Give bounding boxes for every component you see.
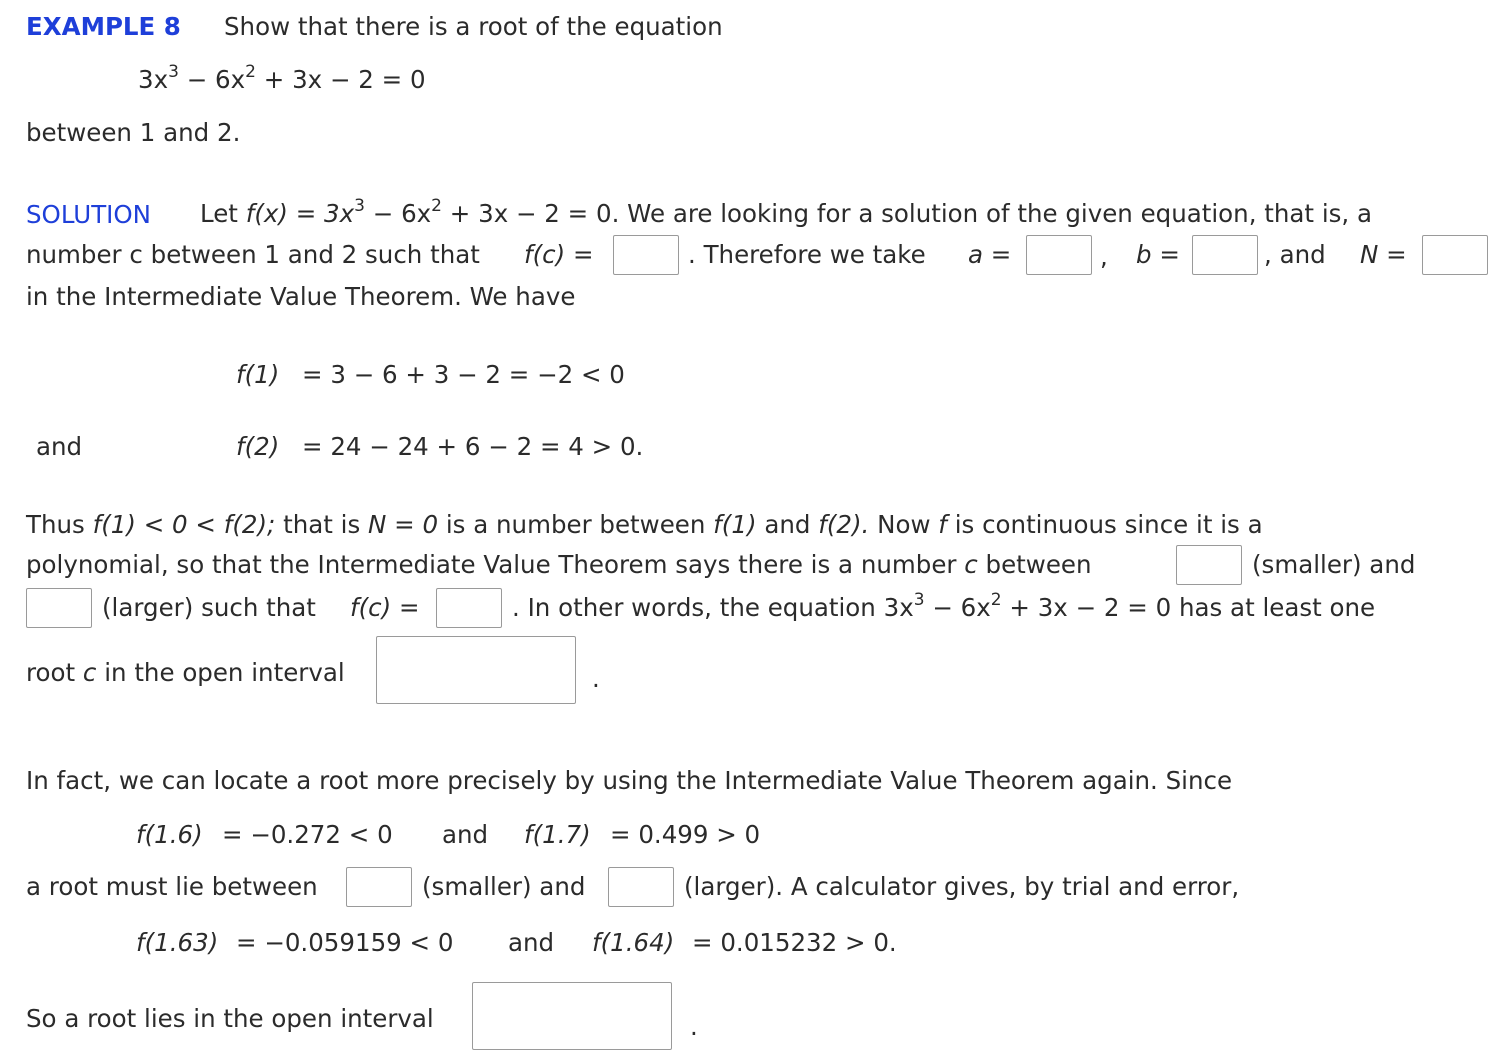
thus-line: Thus f(1) < 0 < f(2); that is N = 0 is a number between f(1) and f(2). Now f is continuous since it is a xyxy=(26,510,1263,539)
comma: , xyxy=(1100,242,1108,271)
refine-intro: In fact, we can locate a root more precisely by using the Intermediate Value Theorem again. Since xyxy=(26,766,1233,795)
fc-label: f(c) = xyxy=(524,240,594,269)
and-2: and xyxy=(508,928,555,957)
ivt-text: in the Intermediate Value Theorem. We have xyxy=(26,282,576,311)
refine-smaller-input[interactable] xyxy=(346,867,412,907)
n-value-input[interactable] xyxy=(1422,235,1488,275)
f1-rhs: = 3 − 6 + 3 − 2 = −2 < 0 xyxy=(302,360,625,389)
b-value-input[interactable] xyxy=(1192,235,1258,275)
between-smaller-input[interactable] xyxy=(1176,545,1242,585)
f163-lhs: f(1.63) xyxy=(136,928,219,957)
refine-larger-text: (larger). A calculator gives, by trial and error, xyxy=(684,872,1240,901)
f1-lhs: f(1) xyxy=(236,360,280,389)
a-value-input[interactable] xyxy=(1026,235,1092,275)
f164-lhs: f(1.64) xyxy=(592,928,675,957)
period-2: . xyxy=(690,1012,698,1041)
f163-val: = −0.059159 < 0 xyxy=(236,928,454,957)
n-label: N = xyxy=(1360,240,1407,269)
refine-smaller-text: (smaller) and xyxy=(422,872,586,901)
refine-larger-input[interactable] xyxy=(608,867,674,907)
fc2-label: f(c) = xyxy=(350,593,420,622)
number-c-text: number c between 1 and 2 such that xyxy=(26,240,480,269)
smaller-and-text: (smaller) and xyxy=(1252,550,1416,579)
root-must-text: a root must lie between xyxy=(26,872,318,901)
f17-val: = 0.499 > 0 xyxy=(610,820,761,849)
period-1: . xyxy=(592,664,600,693)
example-equation: $3x^3 - 6x^2 + 3x - 2 = 0$ xyxy=(138,61,426,94)
root-interval-text: root c in the open interval xyxy=(26,658,345,687)
and-label: and xyxy=(36,432,83,461)
therefore-text: . Therefore we take xyxy=(688,240,926,269)
f164-val: = 0.015232 > 0. xyxy=(692,928,897,957)
b-label: b = xyxy=(1136,240,1180,269)
so-root-text: So a root lies in the open interval xyxy=(26,1004,434,1033)
f16-val: = −0.272 < 0 xyxy=(222,820,393,849)
solution-label: SOLUTION xyxy=(26,200,152,229)
and-n-text: , and xyxy=(1264,240,1326,269)
example-between: between 1 and 2. xyxy=(26,118,241,147)
f17-lhs: f(1.7) xyxy=(524,820,591,849)
example-prompt: Show that there is a root of the equation xyxy=(224,12,723,41)
fc-value-input[interactable] xyxy=(613,235,679,275)
f2-rhs: = 24 − 24 + 6 − 2 = 4 > 0. xyxy=(302,432,644,461)
other-words-line: . In other words, the equation $3x^3 - 6x^2 + 3x - 2 = 0$ has at least one xyxy=(512,589,1376,622)
a-label: a = xyxy=(968,240,1012,269)
f2-lhs: f(2) xyxy=(236,432,280,461)
fc-second-input[interactable] xyxy=(436,588,502,628)
poly-line: polynomial, so that the Intermediate Value Theorem says there is a number c between xyxy=(26,550,1092,579)
interval-2-input[interactable] xyxy=(472,982,672,1050)
and-1: and xyxy=(442,820,489,849)
between-larger-input[interactable] xyxy=(26,588,92,628)
interval-1-input[interactable] xyxy=(376,636,576,704)
example-label: EXAMPLE 8 xyxy=(26,12,181,41)
larger-such-text: (larger) such that xyxy=(102,593,316,622)
f16-lhs: f(1.6) xyxy=(136,820,203,849)
solution-line1: Let $f(x) = 3x^3 - 6x^2 + 3x - 2 = 0$. We are looking for a solution of the given equation, that is, a xyxy=(200,195,1372,228)
